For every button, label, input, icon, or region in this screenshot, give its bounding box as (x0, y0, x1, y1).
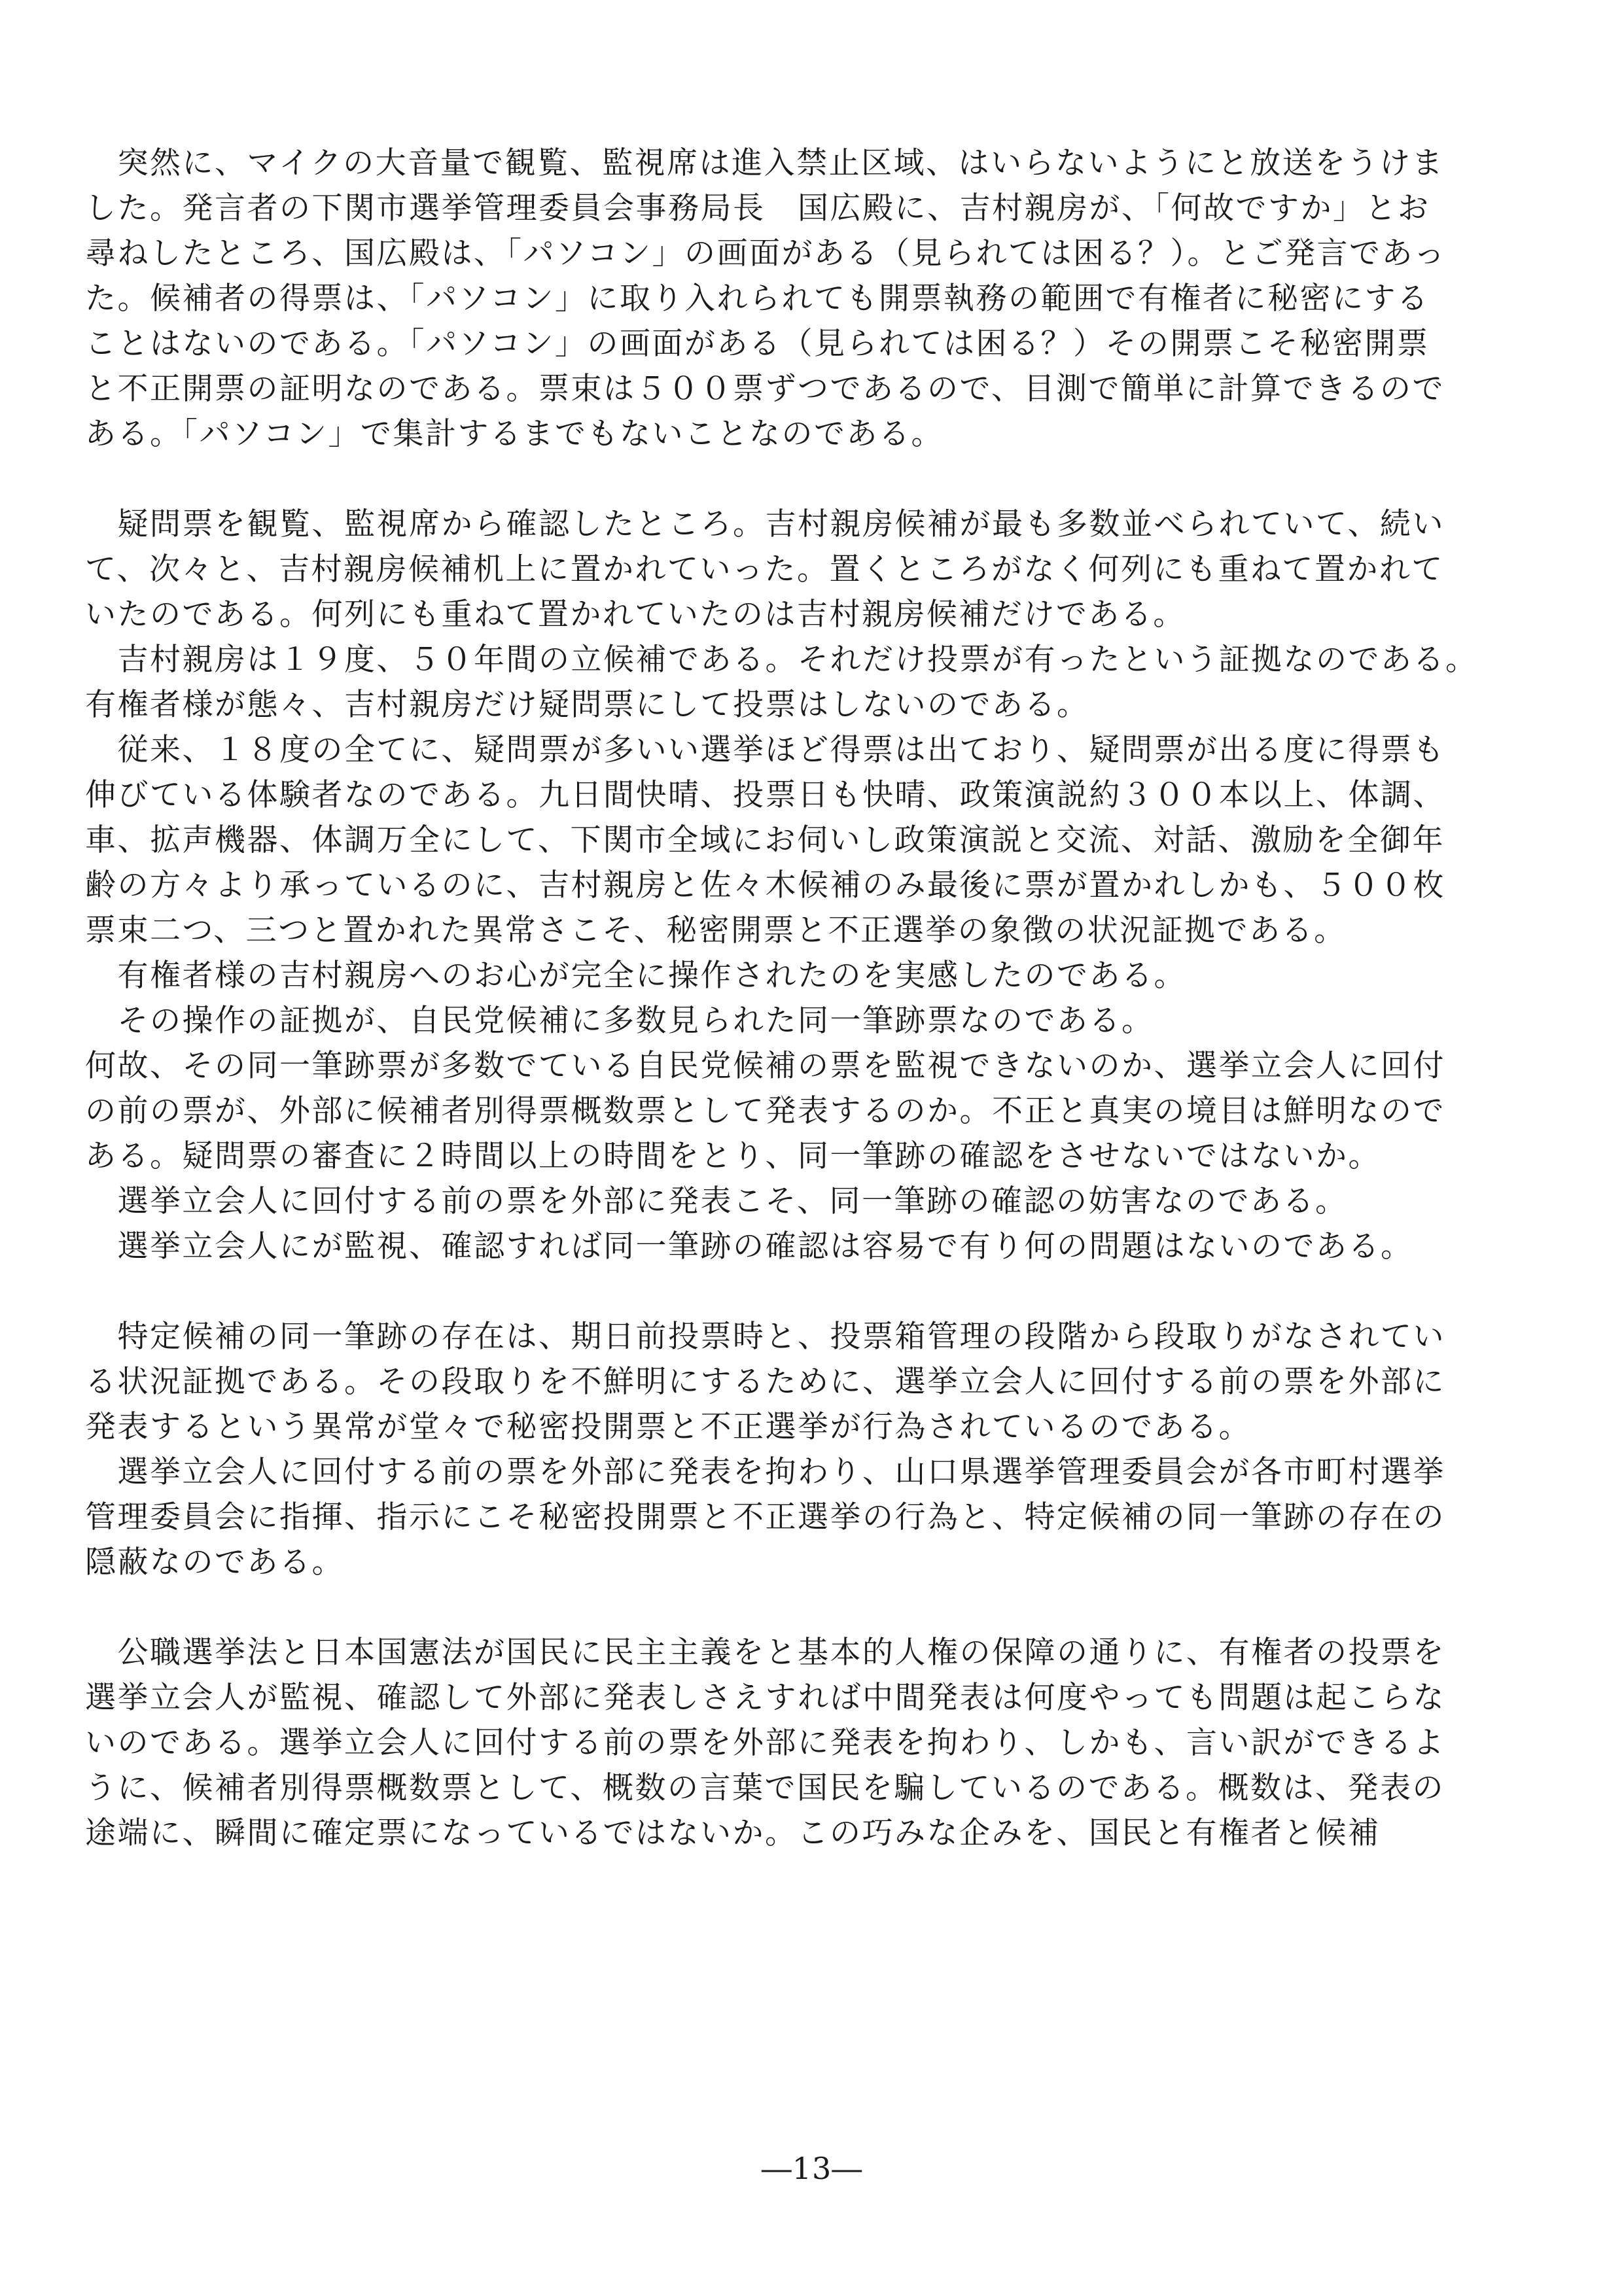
text-line: いたのである。何列にも重ねて置かれていたのは吉村親房候補だけである。 (85, 597, 1186, 633)
text-line: 発表するという異常が堂々で秘密投開票と不正選挙が行為されているのである。 (85, 1409, 1251, 1445)
text-line: ことはないのである。「パソコン」の画面がある（見られては困る？）その開票こそ秘密開票 (85, 326, 1430, 362)
text-line: 齢の方々より承っているのに、吉村親房と佐々木候補のみ最後に票が置かれしかも、５００枚 (85, 867, 1445, 903)
text-line: 従来、１８度の全てに、疑問票が多いい選挙ほど得票は出ており、疑問票が出る度に得票も (85, 732, 1445, 768)
text-line: 吉村親房は１９度、５０年間の立候補である。それだけ投票が有ったという証拠なのである。 (85, 642, 1478, 678)
paragraph-gap (85, 457, 1557, 502)
paragraph-2 (85, 502, 1557, 1269)
page-number: ―13― (761, 2151, 863, 2186)
text-line: て、次々と、吉村親房候補机上に置かれていった。置くところがなく何列にも重ねて置かれて (85, 551, 1444, 587)
text-line: 有権者様の吉村親房へのお心が完全に操作されたのを実感したのである。 (85, 958, 1186, 994)
text-line: 特定候補の同一筆跡の存在は、期日前投票時と、投票箱管理の段階から段取りがなされてい (85, 1319, 1445, 1355)
text-line: いのである。選挙立会人に回付する前の票を外部に発表を拘わり、しかも、言い訳ができるよ (85, 1725, 1445, 1761)
paragraph-gap (85, 1585, 1557, 1630)
text-line: 隠蔽なのである。 (85, 1544, 344, 1580)
text-line: 選挙立会人が監視、確認して外部に発表しさえすれば中間発表は何度やっても問題は起こらな (85, 1680, 1445, 1716)
text-line: と不正開票の証明なのである。票束は５００票ずつであるので、目測で簡単に計算できるので (85, 371, 1445, 407)
text-line: 公職選挙法と日本国憲法が国民に民主主義をと基本的人権の保障の通りに、有権者の投票を (85, 1635, 1445, 1671)
text-line: 尋ねしたところ、国広殿は、「パソコン」の画面がある（見られては困る？）。とご発言であっ (85, 235, 1447, 271)
text-line: 何故、その同一筆跡票が多数でている自民党候補の票を監視できないのか、選挙立会人に回付 (85, 1048, 1445, 1084)
text-line: 票束二つ、三つと置かれた異常さこそ、秘密開票と不正選挙の象徴の状況証拠である。 (85, 913, 1347, 948)
text-line: その操作の証拠が、自民党候補に多数見られた同一筆跡票なのである。 (85, 1003, 1154, 1039)
text-line: る状況証拠である。その段取りを不鮮明にするために、選挙立会人に回付する前の票を外部に (85, 1364, 1445, 1400)
paragraph-4 (85, 1630, 1557, 1856)
text-line: 途端に、瞬間に確定票になっているではないか。この巧みな企みを、国民と有権者と候補 (85, 1815, 1381, 1851)
text-line: うに、候補者別得票概数票として、概数の言葉で国民を騙しているのである。概数は、発表の (85, 1770, 1445, 1806)
text-line: の前の票が、外部に候補者別得票概数票として発表するのか。不正と真実の境目は鮮明なので (85, 1093, 1445, 1129)
text-line: ある。「パソコン」で集計するまでもないことなのである。 (85, 416, 944, 452)
body-text (85, 141, 1557, 1856)
text-line: 選挙立会人にが監視、確認すれば同一筆跡の確認は容易で有り何の問題はないのである。 (85, 1228, 1413, 1264)
text-line: た。候補者の得票は、「パソコン」に取り入れられても開票執務の範囲で有権者に秘密にする (85, 281, 1430, 317)
text-line: 伸びている体験者なのである。九日間快晴、投票日も快晴、政策演説約３００本以上、体調、 (85, 777, 1445, 813)
paragraph-gap (85, 1269, 1557, 1314)
paragraph-1 (85, 141, 1557, 457)
text-line: 疑問票を観覧、監視席から確認したところ。吉村親房候補が最も多数並べられていて、続い (85, 506, 1445, 542)
text-line: 車、拡声機器、体調万全にして、下関市全域にお伺いし政策演説と交流、対話、激励を全御年 (85, 822, 1445, 858)
text-line: 選挙立会人に回付する前の票を外部に発表こそ、同一筆跡の確認の妨害なのである。 (85, 1183, 1348, 1219)
text-line: 突然に、マイクの大音量で観覧、監視席は進入禁止区域、はいらないようにと放送をうけま (85, 145, 1445, 181)
text-line: 有権者様が態々、吉村親房だけ疑問票にして投票はしないのである。 (85, 687, 1089, 723)
text-line: 管理委員会に指揮、指示にこそ秘密投開票と不正選挙の行為と、特定候補の同一筆跡の存在の (85, 1499, 1445, 1535)
text-line: した。発言者の下関市選挙管理委員会事務局長 国広殿に、吉村親房が、「何故ですか」とお (85, 190, 1430, 226)
text-line: 選挙立会人に回付する前の票を外部に発表を拘わり、山口県選挙管理委員会が各市町村選挙 (85, 1454, 1445, 1490)
text-line: ある。疑問票の審査に２時間以上の時間をとり、同一筆跡の確認をさせないではないか。 (85, 1138, 1381, 1174)
paragraph-3 (85, 1314, 1557, 1585)
